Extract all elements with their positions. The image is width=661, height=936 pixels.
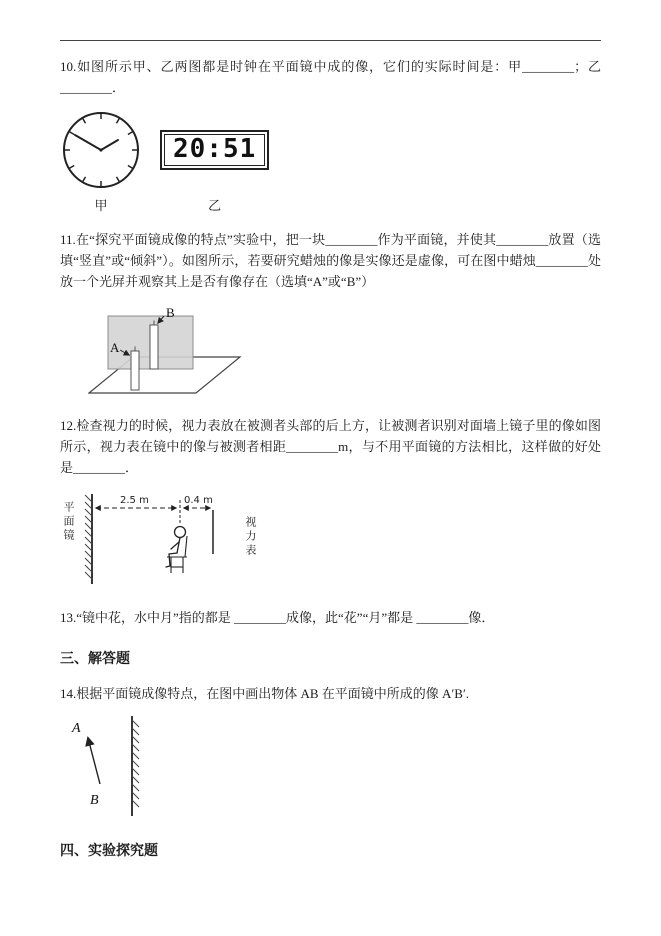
clock-hands [75, 135, 118, 150]
vision-chart-label: 视力表 [244, 516, 256, 558]
section-four-heading: 四、实验探究题 [60, 842, 158, 858]
label-a: A [72, 721, 81, 736]
clock-center-dot [99, 148, 102, 151]
digital-time: 20:51 [173, 134, 257, 165]
person-head [175, 527, 186, 538]
question-14-text: 14.根据平面镜成像特点，在图中画出物体 AB 在平面镜中所成的像 A′B′. [60, 686, 470, 701]
digital-clock-image [160, 130, 269, 169]
analog-clock-image [60, 109, 142, 191]
question-13-text: 13.“镜中花，水中月”指的都是 ________成像，此“花”“月”都是 ________像． [60, 610, 495, 625]
mirror-hatching [132, 720, 139, 807]
dimension-2-5-label: 2.5 m [120, 495, 149, 506]
digital-clock-wrap [160, 108, 269, 192]
analog-clock-column [60, 108, 142, 214]
minute-hand [75, 135, 101, 150]
object-mirror-diagram [66, 714, 178, 820]
question-14-figure [66, 714, 601, 820]
hour-hand [101, 140, 118, 150]
label-b: B [90, 793, 99, 808]
label-b: B [166, 305, 175, 320]
question-12-figure [60, 492, 310, 592]
digital-clock-column [160, 108, 269, 214]
candle-a [131, 347, 139, 391]
mirror-hatching [85, 495, 92, 579]
analog-clock-wrap [60, 108, 142, 192]
question-10-figure [60, 108, 601, 214]
label-clock-yi: 乙 [208, 198, 222, 213]
question-11-text: 11.在“探究平面镜成像的特点”实验中，把一块________作为平面镜，并使其________放置（选填“竖直”或“倾斜”）。如图所示，若要研究蜡烛的像是实像还是虚像，可在图中蜡烛________处放一个光屏并观察其上是否有像存在（选填“A”或“B”） [60, 232, 601, 289]
candle-b [150, 321, 158, 370]
plane-mirror-label: 平面镜 [62, 501, 74, 543]
question-12-text: 12.检查视力的时候，视力表放在被测者头部的后上方，让被测者识别对面墙上镜子里的像如图所示，视力表在镜中的像与被测者相距________m，与不用平面镜的方法相比，这样做的好处是________． [60, 418, 601, 475]
section-three-heading: 三、解答题 [60, 650, 130, 666]
dimension-0-4-label: 0.4 m [184, 495, 213, 506]
label-a: A [110, 340, 120, 355]
top-divider [60, 40, 601, 41]
digital-clock-frame [164, 134, 265, 165]
question-11-figure [88, 304, 601, 400]
label-clock-jia: 甲 [94, 198, 108, 213]
question-10-text: 10.如图所示甲、乙两图都是时钟在平面镜中成的像，它们的实际时间是：甲________；乙________． [60, 59, 601, 95]
mirror-experiment-diagram [88, 304, 246, 400]
object-ab-arrow [88, 738, 100, 784]
